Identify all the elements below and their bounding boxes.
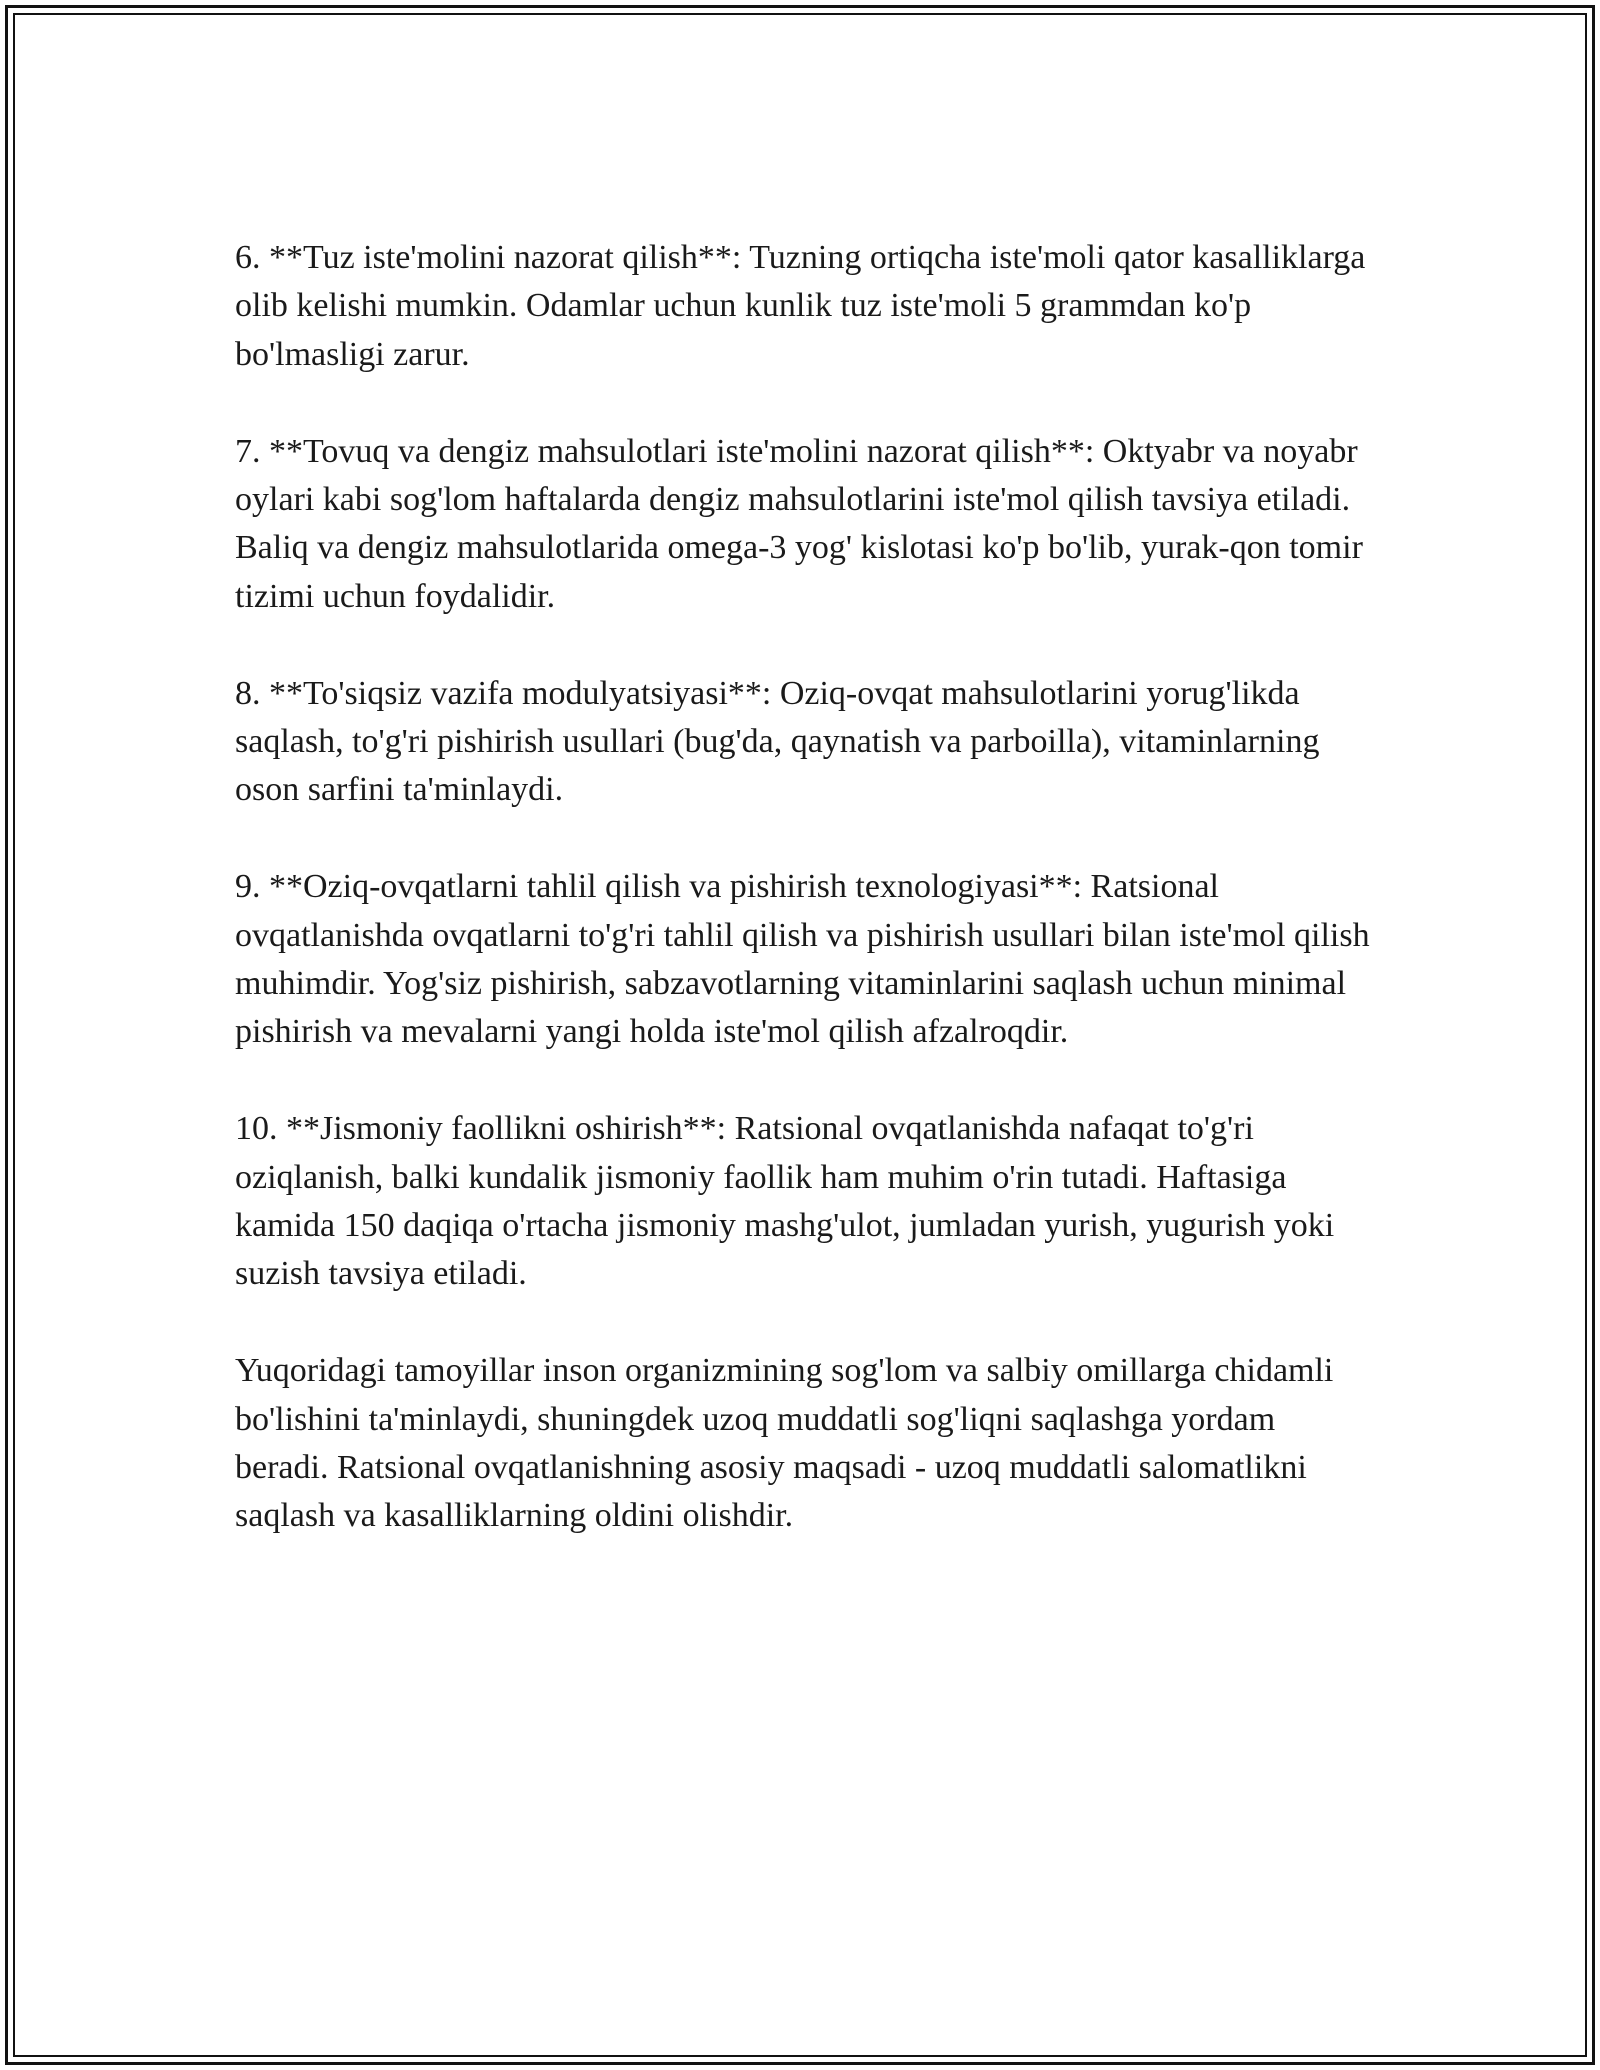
paragraph-item-10: 10. **Jismoniy faollikni oshirish**: Ratsional ovqatlanishda nafaqat to'g'ri oziqlanish, balki kundalik jismoniy faollik ham muhim o'rin tutadi. Haftasiga kamida 150 daqiqa o'rtacha jismoniy mashg'ulot, jumladan yurish, yugurish yoki suzish tavsiya etiladi.	[235, 1110, 1335, 1293]
paragraph-item-9: 9. **Oziq-ovqatlarni tahlil qilish va pishirish texnologiyasi**: Ratsional ovqatlanishda ovqatlarni to'g'ri tahlil qilish va pishirish usullari bilan iste'mol qilish muhimdir. Yog'siz pishirish, sabzavotlarning vitaminlarini saqlash uchun minimal pishirish va mevalarni yangi holda iste'mol qilish afzalroqdir.	[235, 868, 1370, 1051]
paragraph-item-6: 6. **Tuz iste'molini nazorat qilish**: Tuzning ortiqcha iste'moli qator kasalliklarga olib kelishi mumkin. Odamlar uchun kunlik tuz iste'moli 5 grammdan ko'p bo'lmasligi zarur.	[235, 239, 1366, 373]
paragraph-item-8: 8. **To'siqsiz vazifa modulyatsiyasi**: Oziq-ovqat mahsulotlarini yorug'likda saqlash, to'g'ri pishirish usullari (bug'da, qaynatish va parboilla), vitaminlarning oson sarfini ta'minlaydi.	[235, 674, 1320, 809]
paragraph-item-7: 7. **Tovuq va dengiz mahsulotlari iste'molini nazorat qilish**: Oktyabr va noyabr oylari kabi sog'lom haftalarda dengiz mahsulotlarini iste'mol qilish tavsiya etiladi. Baliq va dengiz mahsulotlarida omega-3 yog' kislotasi ko'p bo'lib, yurak-qon tomir tizimi uchun foydalidir.	[235, 432, 1363, 615]
document-body	[235, 234, 1370, 1589]
paragraph-conclusion: Yuqoridagi tamoyillar inson organizmining sog'lom va salbiy omillarga chidamli bo'lishini ta'minlaydi, shuningdek uzoq muddatli sog'liqni saqlashga yordam beradi. Ratsional ovqatlanishning asosiy maqsadi - uzoq muddatli salomatlikni saqlash va kasalliklarning oldini olishdir.	[235, 1352, 1334, 1535]
